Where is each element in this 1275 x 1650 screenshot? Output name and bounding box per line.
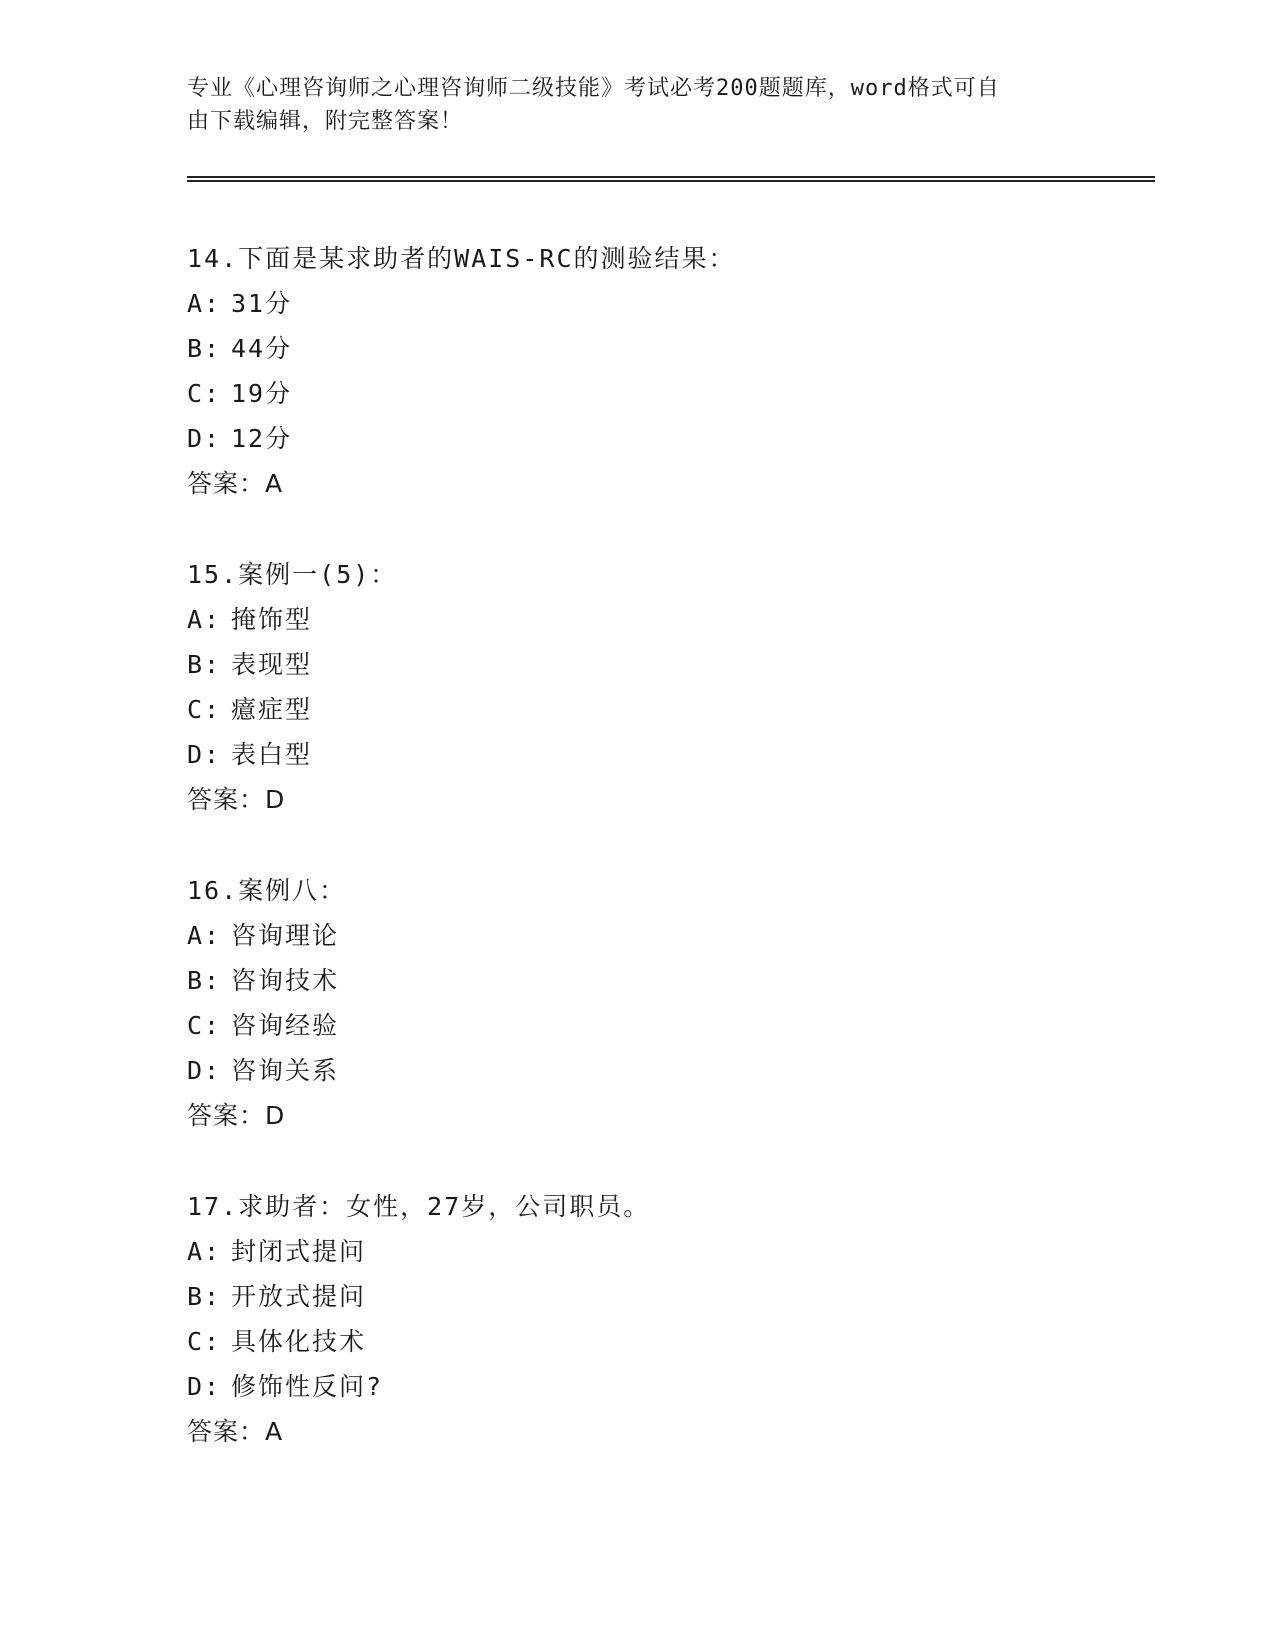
option-text: 31分 — [231, 289, 293, 318]
option-key: D: — [187, 424, 222, 453]
header-line-1: 专业《心理咨询师之心理咨询师二级技能》考试必考200题题库，word格式可自 — [187, 76, 1000, 101]
option-key: A: — [187, 921, 222, 950]
option-key: A: — [187, 1237, 222, 1266]
option-c — [187, 687, 1147, 732]
option-text: 44分 — [231, 334, 293, 363]
option-key: B: — [187, 966, 222, 995]
answer-value: D — [265, 785, 285, 814]
option-text: 修饰性反问? — [231, 1372, 384, 1401]
option-text: 具体化技术 — [231, 1327, 367, 1356]
header-line-2: 由下载编辑，附完整答案！ — [187, 109, 464, 134]
answer-value: A — [265, 469, 283, 498]
answer-label: 答案： — [187, 1417, 266, 1446]
option-text: 咨询经验 — [231, 1011, 340, 1040]
question-title: 14.下面是某求助者的WAIS-RC的测验结果： — [187, 244, 736, 273]
option-key: C: — [187, 1011, 222, 1040]
option-text: 表现型 — [231, 650, 313, 679]
option-key: B: — [187, 334, 222, 363]
option-c — [187, 371, 1147, 416]
option-b — [187, 1274, 1147, 1319]
question-list — [187, 236, 1147, 1500]
option-b — [187, 642, 1147, 687]
option-text: 表白型 — [231, 740, 313, 769]
answer-label: 答案： — [187, 785, 266, 814]
option-key: C: — [187, 1327, 222, 1356]
option-b — [187, 958, 1147, 1003]
answer-line — [187, 1093, 1147, 1138]
option-c — [187, 1003, 1147, 1048]
option-key: D: — [187, 1056, 222, 1085]
option-text: 掩饰型 — [231, 605, 313, 634]
answer-label: 答案： — [187, 1101, 266, 1130]
question-15 — [187, 552, 1147, 822]
option-text: 癔症型 — [231, 695, 313, 724]
question-title: 17.求助者：女性，27岁，公司职员。 — [187, 1192, 651, 1221]
option-key: C: — [187, 379, 222, 408]
option-key: A: — [187, 605, 222, 634]
option-key: D: — [187, 1372, 222, 1401]
option-key: B: — [187, 650, 222, 679]
answer-line — [187, 1409, 1147, 1454]
option-b — [187, 326, 1147, 371]
option-a — [187, 913, 1147, 958]
question-title: 16.案例八： — [187, 876, 347, 905]
option-key: C: — [187, 695, 222, 724]
option-d — [187, 416, 1147, 461]
question-14 — [187, 236, 1147, 506]
option-text: 开放式提问 — [231, 1282, 367, 1311]
option-text: 19分 — [231, 379, 293, 408]
option-a — [187, 281, 1147, 326]
question-title: 15.案例一(5)： — [187, 560, 398, 589]
option-text: 封闭式提问 — [231, 1237, 367, 1266]
answer-value: D — [265, 1101, 285, 1130]
option-a — [187, 597, 1147, 642]
option-key: A: — [187, 289, 222, 318]
question-17 — [187, 1184, 1147, 1454]
answer-value: A — [265, 1417, 283, 1446]
option-text: 咨询关系 — [231, 1056, 340, 1085]
option-d — [187, 1364, 1147, 1409]
answer-label: 答案： — [187, 469, 266, 498]
option-text: 咨询理论 — [231, 921, 340, 950]
option-c — [187, 1319, 1147, 1364]
answer-line — [187, 461, 1147, 506]
document-header — [187, 72, 1067, 138]
option-key: D: — [187, 740, 222, 769]
option-text: 12分 — [231, 424, 293, 453]
option-a — [187, 1229, 1147, 1274]
option-d — [187, 1048, 1147, 1093]
double-rule-divider — [187, 176, 1155, 182]
option-d — [187, 732, 1147, 777]
answer-line — [187, 777, 1147, 822]
question-16 — [187, 868, 1147, 1138]
option-text: 咨询技术 — [231, 966, 340, 995]
option-key: B: — [187, 1282, 222, 1311]
